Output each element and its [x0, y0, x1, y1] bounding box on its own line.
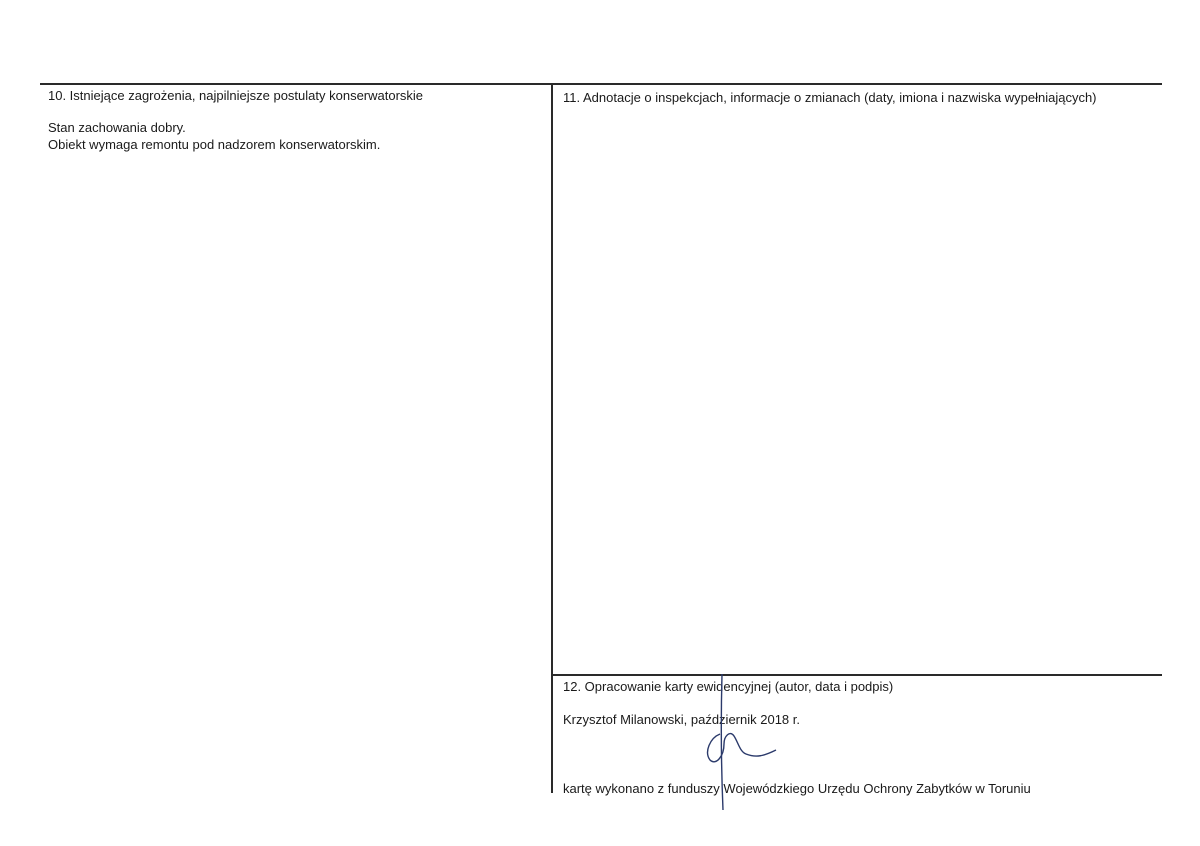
handwritten-signature: [690, 672, 790, 812]
condition-text: Stan zachowania dobry.: [48, 120, 186, 135]
funding-note: kartę wykonano z funduszy Wojewódzkiego Urzędu Ochrony Zabytków w Toruniu: [563, 781, 1031, 796]
section-11-heading: 11. Adnotacje o inspekcjach, informacje o zmianach (daty, imiona i nazwiska wypełniających): [563, 90, 1097, 105]
section-10-heading: 10. Istniejące zagrożenia, najpilniejsze postulaty konserwatorskie: [48, 88, 424, 103]
section-12-heading: 12. Opracowanie karty ewidencyjnej (autor, data i podpis): [563, 679, 894, 694]
author-date-text: Krzysztof Milanowski, październik 2018 r.: [563, 712, 800, 727]
top-rule: [40, 83, 1162, 85]
recommendation-text: Obiekt wymaga remontu pod nadzorem konserwatorskim.: [48, 137, 381, 152]
column-divider: [551, 83, 553, 793]
section-12-rule: [551, 674, 1162, 676]
